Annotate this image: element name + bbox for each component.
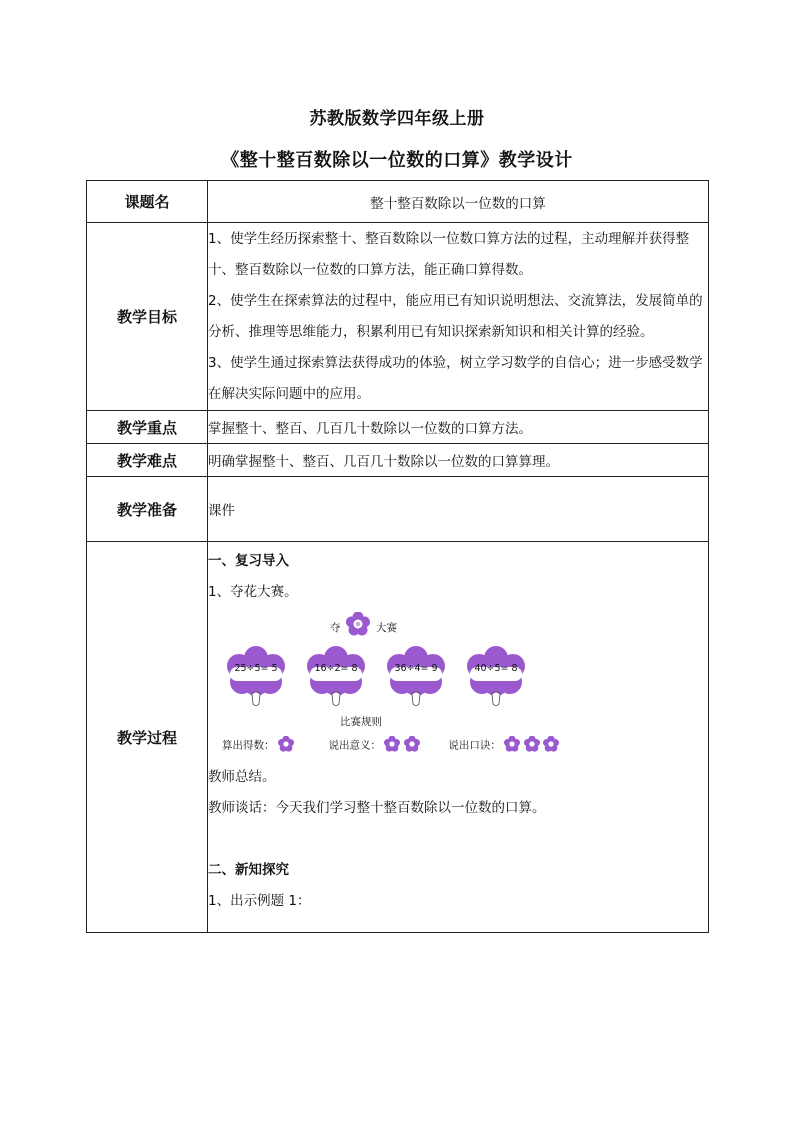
flower-icon (278, 736, 294, 755)
flower-contest-illustration (208, 612, 708, 762)
contest-title-right: 大赛 (376, 622, 397, 634)
rule-meaning-label: 说出意义： (328, 739, 382, 752)
prep-label: 教学准备 (87, 477, 208, 542)
process-label: 教学过程 (87, 542, 208, 933)
doc-title-line2: 《整十整百数除以一位数的口算》教学设计 (221, 150, 573, 171)
flower-card-4[interactable] (466, 646, 526, 708)
flower-shape-icon (386, 646, 446, 708)
teacher-summary: 教师总结。 (208, 769, 276, 785)
lesson-plan-table (86, 180, 709, 933)
doc-title-line1: 苏教版数学四年级上册 (309, 109, 485, 129)
contest-title-left: 夺 (330, 622, 341, 634)
flower-equation: 36÷4= 9 (394, 663, 438, 674)
key-value: 掌握整十、整百、几百几十数除以一位数的口算方法。 (208, 411, 709, 444)
process-cell (208, 542, 709, 933)
row-topic (87, 181, 709, 223)
goal-item: 3、使学生通过探索算法获得成功的体验，树立学习数学的自信心；进一步感受数学在解决实际问题中的应用。 (208, 354, 703, 402)
row-prep (87, 477, 709, 542)
goals-cell (208, 223, 709, 411)
section-new-knowledge: 二、新知探究 (208, 862, 289, 878)
flower-icon (524, 736, 540, 755)
goal-item: 1、使学生经历探索整十、整百数除以一位数口算方法的过程，主动理解并获得整十、整百数除以一位数的口算方法，能正确口算得数。 (208, 230, 690, 278)
flower-shape-icon (226, 646, 286, 708)
row-process (87, 542, 709, 933)
item-example-1: 1、出示例题 1： (208, 893, 311, 909)
topic-value: 整十整百数除以一位数的口算 (208, 181, 709, 223)
teacher-talk: 教师谈话：今天我们学习整十整百数除以一位数的口算。 (208, 800, 546, 816)
flower-equation: 25÷5= 5 (234, 663, 278, 674)
goal-item: 2、使学生在探索算法的过程中，能应用已有知识说明想法、交流算法，发展简单的分析、推理等思维能力，积累利用已有知识探索新知识和相关计算的经验。 (208, 292, 703, 340)
flower-icon (543, 736, 559, 755)
goals-label: 教学目标 (87, 223, 208, 411)
flower-shape-icon (306, 646, 366, 708)
flower-icon (504, 736, 520, 755)
key-label: 教学重点 (87, 411, 208, 444)
difficulty-label: 教学难点 (87, 444, 208, 477)
flower-card-1[interactable] (226, 646, 286, 708)
flower-icon (384, 736, 400, 755)
rules-row (222, 736, 559, 755)
row-goals (87, 223, 709, 411)
row-key (87, 411, 709, 444)
topic-label: 课题名 (87, 181, 208, 223)
item-flower-contest: 1、夺花大赛。 (208, 584, 298, 600)
rule-rhyme-label: 说出口诀： (448, 739, 501, 752)
difficulty-value: 明确掌握整十、整百、几百几十数除以一位数的口算算理。 (208, 444, 709, 477)
flower-shape-icon (466, 646, 526, 708)
row-difficulty (87, 444, 709, 477)
rule-compute-label: 算出得数： (222, 739, 275, 752)
rules-title: 比赛规则 (340, 716, 382, 728)
flower-card-2[interactable] (306, 646, 366, 708)
blank-line (208, 824, 708, 855)
flower-equation: 16÷2= 8 (314, 663, 358, 674)
flower-icon (404, 736, 420, 755)
flower-card-3[interactable] (386, 646, 446, 708)
flower-equation: 40÷5= 8 (474, 663, 518, 674)
prep-value: 课件 (208, 477, 709, 542)
section-review: 一、复习导入 (208, 553, 289, 569)
flower-icon (346, 612, 370, 640)
